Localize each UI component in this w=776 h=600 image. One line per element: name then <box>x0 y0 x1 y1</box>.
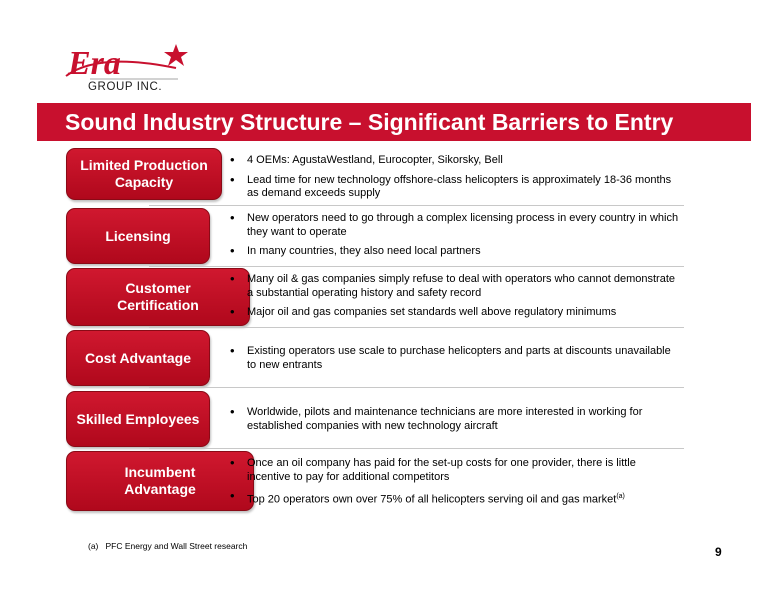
row-divider <box>149 387 684 388</box>
footnote-ref: (a) <box>616 493 625 500</box>
footnote-text: PFC Energy and Wall Street research <box>105 541 248 551</box>
bullet-item: • Lead time for new technology offshore-class helicopters is approximately 18-36 months as demand exceeds supply <box>230 174 680 201</box>
bullet-text: Top 20 operators own over 75% of all helicopters serving oil and gas market <box>247 493 617 506</box>
footnote <box>88 541 247 551</box>
bullet-item: • Worldwide, pilots and maintenance technicians are more interested in working for established companies with new technology aircraft <box>230 406 680 433</box>
barrier-bullets <box>230 154 680 207</box>
barrier-bullets <box>230 273 680 326</box>
bullet-item: • In many countries, they also need local partners <box>230 245 680 259</box>
row-divider <box>149 448 684 449</box>
bullet-item: • Many oil & gas companies simply refuse to deal with operators who cannot demonstrate a substantial operating history and safety record <box>230 273 680 300</box>
page-title: Sound Industry Structure – Significant Barriers to Entry <box>65 109 674 135</box>
barrier-row-skilled-employees <box>66 391 750 447</box>
row-divider <box>149 266 684 267</box>
barrier-label: Limited Production Capacity <box>66 148 222 200</box>
barrier-bullets <box>230 212 680 265</box>
footnote-marker: (a) <box>88 541 99 551</box>
barrier-label: Incumbent Advantage <box>66 451 254 511</box>
star-icon <box>164 44 188 66</box>
barrier-row-incumbent-advantage <box>66 451 750 511</box>
barrier-row-customer-certification <box>66 268 750 326</box>
bullet-item <box>230 490 680 507</box>
barrier-bullets <box>230 406 680 439</box>
page-number: 9 <box>715 545 722 559</box>
barrier-bullets <box>230 345 680 378</box>
barrier-row-cost-advantage <box>66 330 750 386</box>
logo-subtitle: GROUP INC. <box>88 81 163 93</box>
barrier-label: Cost Advantage <box>66 330 210 386</box>
barrier-label: Licensing <box>66 208 210 264</box>
bullet-item: • Once an oil company has paid for the set-up costs for one provider, there is little incentive to pay for additional competitors <box>230 457 680 484</box>
row-divider <box>149 327 684 328</box>
barrier-row-licensing <box>66 208 750 266</box>
bullet-item: • Existing operators use scale to purchase helicopters and parts at discounts unavailable to new entrants <box>230 345 680 372</box>
bullet-item: • New operators need to go through a complex licensing process in every country in which they want to operate <box>230 212 680 239</box>
barrier-bullets <box>230 457 680 513</box>
barrier-row-limited-production <box>66 148 750 204</box>
bullet-item: • 4 OEMs: AgustaWestland, Eurocopter, Sikorsky, Bell <box>230 154 680 168</box>
title-bar <box>37 103 751 141</box>
row-divider <box>149 205 684 206</box>
barrier-label: Customer Certification <box>66 268 250 326</box>
logo-wordmark: Era <box>68 45 121 82</box>
bullet-item: • Major oil and gas companies set standards well above regulatory minimums <box>230 306 680 320</box>
barrier-label: Skilled Employees <box>66 391 210 447</box>
